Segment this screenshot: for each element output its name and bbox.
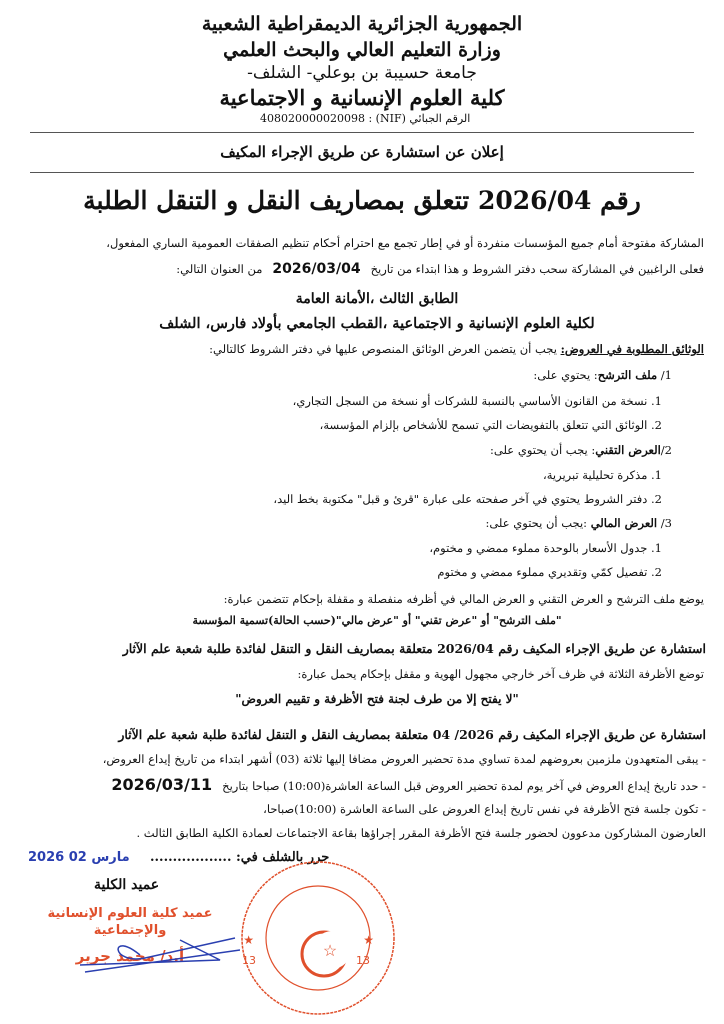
announcement-title: إعلان عن استشارة عن طريق الإجراء المكيف [220, 143, 504, 161]
section-title: ملف الترشح [597, 368, 658, 382]
envelopes-line-1: يوضع ملف الترشح و العرض التقني و العرض المالي في أظرفه منفصلة و مقفلة بإحكام تتضمن عبارة: [223, 592, 704, 606]
divider [30, 132, 694, 133]
deadline-date: 2026/03/11 [111, 775, 213, 794]
list-item: 2. تفصيل كمّي وتقديري مملوء ممضي و مختوم [437, 565, 662, 579]
envelopes-line-3: استشارة عن طريق الإجراء المكيف رقم 2026/04 متعلقة بمصاريف النقل و التنقل لفائدة طلبة شعبة علم الآثار [122, 641, 706, 656]
term-deadline-text: - حدد تاريخ إيداع العروض في آخر يوم لمدة تحضير العروض قبل الساعة العاشرة(10:00) صباحا بتاريخ [222, 779, 706, 793]
tax-id: الرقم الجبائي (NIF) : 408020000020098 [260, 112, 471, 125]
section-candidacy [50, 368, 672, 383]
section-num: 3/ [660, 516, 672, 530]
envelopes-line-5: "لا يفتح إلا من طرف لجنة فتح الأظرفة و تقييم العروض" [235, 692, 519, 706]
svg-text:13: 13 [242, 954, 256, 967]
dean-stamp-line: والإجتماعية [93, 923, 167, 938]
svg-text:★: ★ [363, 933, 374, 947]
address-line-2: لكلية العلوم الإنسانية و الاجتماعية ،القطب الجامعي بأولاد فارس، الشلف [159, 315, 595, 332]
term-validity: - يبقى المتعهدون ملزمين بعروضهم لمدة تساوي مدة تحضير العروض مضافا إليها ثلاثة (03) أشهر ابتداء من تاريخ إيداع العروض، [102, 752, 706, 766]
dean-title: عميد الكلية [94, 877, 160, 893]
signature-place: حرر بالشلف في: .................. [150, 850, 330, 865]
section-title: العرض المالي [590, 516, 658, 530]
intro-line-1: المشاركة مفتوحة أمام جميع المؤسسات منفردة أو في إطار تجمع مع احترام أحكام تنظيم الصفقات العمومية الساري المفعول، [106, 236, 704, 250]
section-text: : يجب أن يحتوي على: [490, 443, 596, 457]
section-num: 1/ [660, 368, 672, 382]
documents-heading-label: الوثائق المطلوبة في العروض: [560, 342, 704, 356]
withdraw-date: 2026/03/04 [272, 261, 361, 277]
section-num: 2/ [660, 443, 672, 457]
section-text: : يحتوي على: [533, 368, 598, 382]
section-financial [50, 516, 672, 531]
ministry-heading: وزارة التعليم العالي والبحث العلمي [223, 39, 501, 61]
date-stamp: 2026 مارس 02 [28, 850, 130, 865]
svg-text:☆: ☆ [322, 941, 338, 960]
envelopes-line-2: "ملف الترشح" أو "عرض تقني" أو "عرض مالي"(حسب الحالة)تسمية المؤسسة [192, 614, 562, 627]
dean-name: أ.د/ محمد جرير [75, 947, 185, 965]
address-line-1: الطابق الثالث ،الأمانة العامة [295, 291, 459, 307]
section-text: :يجب أن يحتوي على: [485, 516, 591, 530]
intro-text-end: من العنوان التالي: [176, 262, 263, 276]
envelopes-line-4: توضع الأظرفة الثلاثة في ظرف آخر خارجي مجهول الهوية و مقفل بإحكام يحمل عبارة: [297, 667, 704, 681]
envelopes-line-6: استشارة عن طريق الإجراء المكيف رقم 2026/ 04 متعلقة بمصاريف النقل و التنقل لفائدة طلبة شعبة علم الآثار [118, 727, 706, 742]
handwritten-signature [50, 920, 240, 980]
list-item: 1. نسخة من القانون الأساسي بالنسبة للشركات أو نسخة من السجل التجاري، [292, 394, 662, 408]
intro-text: فعلى الراغبين في المشاركة سحب دفتر الشروط و هذا ابتداء من تاريخ [370, 262, 704, 276]
svg-text:★: ★ [243, 933, 254, 947]
list-item: 2. دفتر الشروط يحتوي في آخر صفحته على عبارة "قرئ و قبل" مكتوبة بخط اليد، [273, 492, 662, 506]
list-item: 2. الوثائق التي تتعلق بالتفويضات التي تسمح للأشخاص بإلزام المؤسسة، [319, 418, 662, 432]
documents-heading [50, 342, 704, 357]
section-technical [50, 443, 672, 458]
dean-stamp-line: عميد كلية العلوم الإنسانية [47, 906, 213, 921]
term-opening: - تكون جلسة فتح الأظرفة في نفس تاريخ إيداع العروض على الساعة العاشرة (10:00)صباحا، [263, 802, 706, 816]
section-title: العرض التقني [595, 443, 661, 457]
faculty-heading: كلية العلوم الإنسانية و الاجتماعية [219, 85, 505, 110]
term-deadline [50, 775, 706, 796]
consultation-title: رقم 2026/04 تتعلق بمصاريف النقل و التنقل الطلبة [83, 186, 641, 215]
university-seal [238, 858, 398, 1018]
university-heading: جامعة حسيبة بن بوعلي- الشلف- [247, 63, 477, 83]
republic-heading: الجمهورية الجزائرية الديمقراطية الشعبية [201, 13, 523, 35]
documents-heading-text: يجب أن يتضمن العرض الوثائق المنصوص عليها في دفتر الشروط كالتالي: [209, 342, 557, 356]
intro-line-2 [50, 260, 704, 278]
divider [30, 172, 694, 173]
term-invitation: العارضون المشاركون مدعوون لحضور جلسة فتح الأظرفة المقرر إجراؤها بقاعة الاجتماعات لعمادة الكلية الطابق الثالث . [136, 826, 706, 840]
list-item: 1. مذكرة تحليلية تبريرية، [543, 468, 662, 482]
list-item: 1. جدول الأسعار بالوحدة مملوء ممضي و مختوم، [429, 541, 662, 555]
svg-text:13: 13 [356, 954, 370, 967]
